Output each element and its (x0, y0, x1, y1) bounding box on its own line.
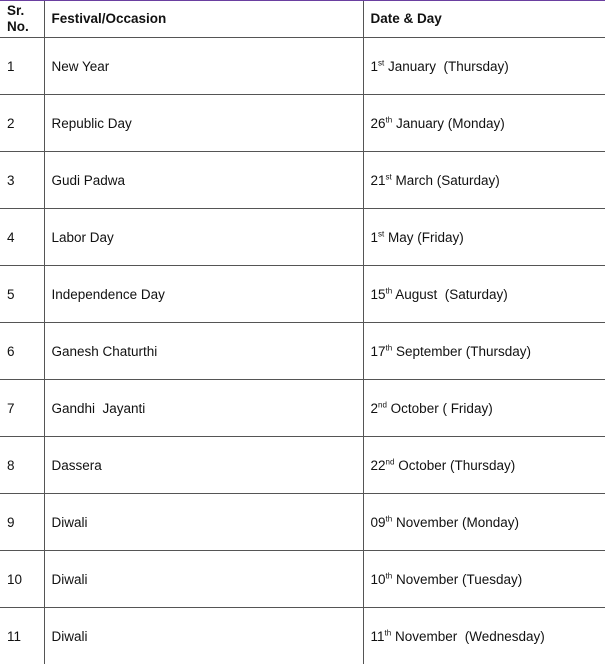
date-day-number: 17 (371, 344, 386, 359)
date-ordinal-suffix: th (386, 343, 393, 352)
sr-no-cell: 11 (0, 608, 44, 664)
date-cell (363, 266, 605, 323)
date-day-number: 10 (371, 572, 386, 587)
date-month-weekday: January (Monday) (392, 116, 505, 131)
date-day-number: 11 (371, 629, 385, 644)
date-day-number: 09 (371, 515, 386, 530)
date-day-number: 1 (371, 230, 379, 245)
sr-no-cell: 8 (0, 437, 44, 494)
date-ordinal-suffix: st (378, 229, 384, 238)
table-row (0, 152, 605, 209)
header-row (0, 1, 605, 38)
table-row (0, 608, 605, 664)
table-row (0, 380, 605, 437)
header-festival: Festival/Occasion (44, 1, 363, 38)
date-month-weekday: November (Monday) (392, 515, 519, 530)
sr-no-cell: 9 (0, 494, 44, 551)
sr-no-cell: 2 (0, 95, 44, 152)
table-row (0, 95, 605, 152)
festival-cell: Diwali (44, 608, 363, 664)
date-month-weekday: October ( Friday) (387, 401, 493, 416)
date-ordinal-suffix: th (386, 286, 393, 295)
sr-no-cell: 5 (0, 266, 44, 323)
date-ordinal-suffix: nd (378, 400, 387, 409)
date-ordinal-suffix: th (386, 514, 393, 523)
festival-cell: Gudi Padwa (44, 152, 363, 209)
date-ordinal-suffix: st (386, 172, 392, 181)
date-month-weekday: November (Tuesday) (392, 572, 522, 587)
date-cell (363, 608, 605, 664)
festival-cell: Ganesh Chaturthi (44, 323, 363, 380)
date-ordinal-suffix: th (386, 115, 393, 124)
date-cell (363, 551, 605, 608)
sr-no-cell: 1 (0, 38, 44, 95)
festival-cell: New Year (44, 38, 363, 95)
sr-no-cell: 4 (0, 209, 44, 266)
sr-no-cell: 10 (0, 551, 44, 608)
date-day-number: 21 (371, 173, 386, 188)
festival-cell: Republic Day (44, 95, 363, 152)
table-row (0, 209, 605, 266)
date-cell (363, 209, 605, 266)
date-day-number: 1 (371, 59, 379, 74)
date-cell (363, 380, 605, 437)
date-day-number: 15 (371, 287, 386, 302)
date-month-weekday: August (Saturday) (392, 287, 508, 302)
festival-cell: Gandhi Jayanti (44, 380, 363, 437)
date-day-number: 22 (371, 458, 386, 473)
date-month-weekday: March (Saturday) (392, 173, 500, 188)
date-month-weekday: September (Thursday) (392, 344, 531, 359)
table-row (0, 323, 605, 380)
festival-cell: Dassera (44, 437, 363, 494)
header-date-day: Date & Day (363, 1, 605, 38)
date-ordinal-suffix: th (386, 571, 393, 580)
sr-no-cell: 3 (0, 152, 44, 209)
date-cell (363, 152, 605, 209)
table-row (0, 437, 605, 494)
header-sr-no (0, 1, 44, 38)
festival-cell: Diwali (44, 551, 363, 608)
date-ordinal-suffix: th (385, 628, 392, 637)
date-month-weekday: January (Thursday) (384, 59, 509, 74)
date-day-number: 26 (371, 116, 386, 131)
header-sr-line1: Sr. (7, 3, 44, 19)
sr-no-cell: 6 (0, 323, 44, 380)
date-month-weekday: October (Thursday) (394, 458, 515, 473)
header-sr-line2: No. (7, 19, 44, 35)
date-day-number: 2 (371, 401, 379, 416)
festival-cell: Labor Day (44, 209, 363, 266)
date-month-weekday: November (Wednesday) (391, 629, 545, 644)
date-cell (363, 38, 605, 95)
date-cell (363, 95, 605, 152)
date-ordinal-suffix: st (378, 58, 384, 67)
date-ordinal-suffix: nd (386, 457, 395, 466)
table-row (0, 266, 605, 323)
festival-cell: Diwali (44, 494, 363, 551)
table-row (0, 551, 605, 608)
date-cell (363, 494, 605, 551)
festival-cell: Independence Day (44, 266, 363, 323)
date-cell (363, 437, 605, 494)
table-row (0, 494, 605, 551)
date-month-weekday: May (Friday) (384, 230, 464, 245)
table-row (0, 38, 605, 95)
holiday-table (0, 1, 605, 664)
date-cell (363, 323, 605, 380)
sr-no-cell: 7 (0, 380, 44, 437)
